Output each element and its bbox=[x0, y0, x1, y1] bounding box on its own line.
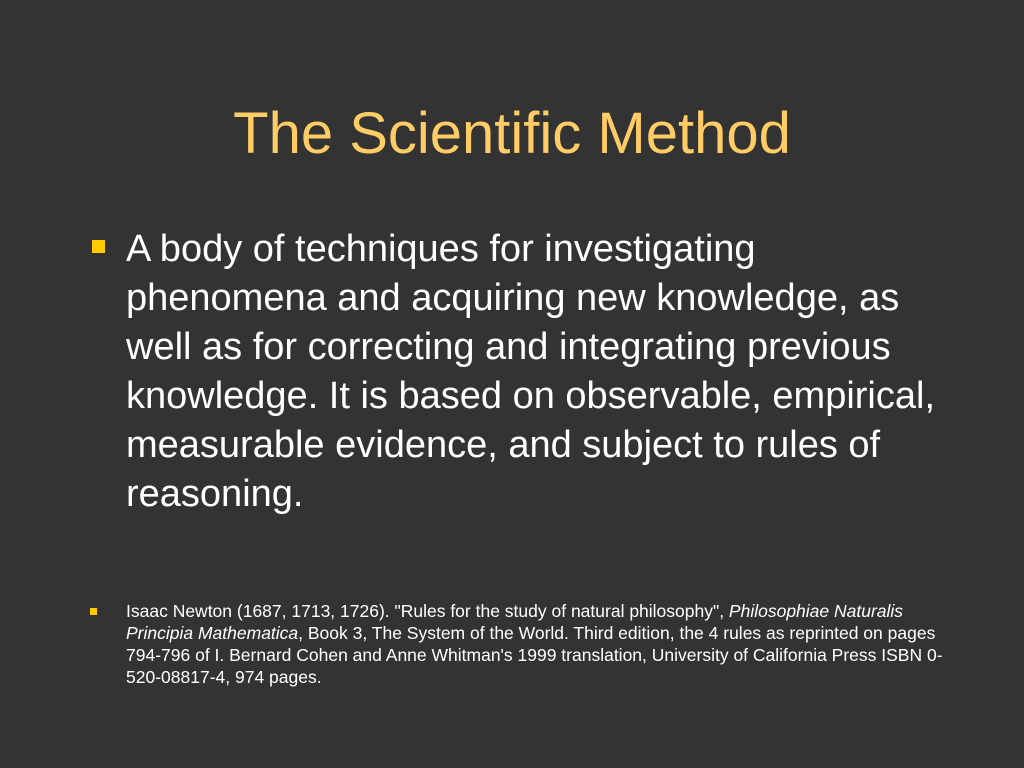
reference-part-1: Isaac Newton (1687, 1713, 1726). "Rules for the study of natural philosophy", bbox=[126, 601, 729, 621]
reference-text bbox=[126, 600, 946, 688]
reference-work-title: Philosophiae Naturalis Principia Mathematica bbox=[126, 601, 904, 643]
reference-part-2: , Book 3, The System of the World. Third edition, the 4 rules as reprinted on pages 794-796 of I. Bernard Cohen and Anne Whitman's 1999 translation, University of California Press ISBN 0-520-08817-4, 974 pages. bbox=[126, 623, 943, 687]
square-bullet-icon bbox=[90, 608, 97, 615]
square-bullet-icon bbox=[92, 240, 105, 253]
slide-title: The Scientific Method bbox=[233, 101, 791, 166]
main-bullet-text: A body of techniques for investigating phenomena and acquiring new knowledge, as well as for correcting and integrating previous knowledge. It is based on observable, empirical, measurable evidence, and subject to rules of reasoning. bbox=[126, 228, 936, 515]
